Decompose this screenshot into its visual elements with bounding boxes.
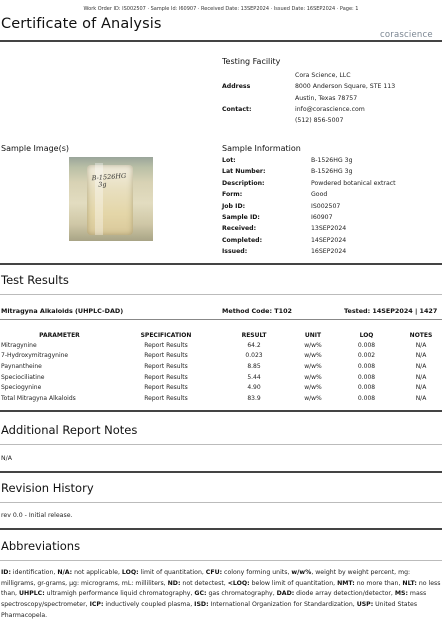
abbr-term: ISD — [194, 601, 207, 609]
address-line1: 8000 Anderson Square, STE 113 — [295, 83, 396, 90]
contact-phone: (512) 856-5007 — [295, 117, 344, 124]
info-value: 14SEP2024 — [311, 236, 347, 244]
method-code: Method Code: T102 — [222, 307, 292, 315]
info-label: Received: — [222, 225, 257, 233]
sample-information-list — [222, 157, 432, 260]
info-label: Sample ID: — [222, 213, 260, 221]
info-label: Description: — [222, 179, 265, 187]
test-results-heading: Test Results — [1, 273, 69, 287]
abbr-term: DAD — [276, 590, 292, 598]
abbr-definition: identification, — [10, 569, 58, 576]
info-row — [222, 157, 432, 168]
info-label: Lat Number: — [222, 168, 266, 176]
divider — [0, 40, 442, 42]
info-row — [222, 191, 432, 202]
abbr-term: UHPLC — [19, 590, 43, 598]
divider — [0, 528, 442, 530]
notes-cell: N/A — [415, 352, 427, 360]
abbr-definition: International Organization for Standardization, — [208, 601, 357, 609]
table-row — [1, 351, 441, 362]
divider — [0, 294, 442, 295]
divider — [0, 263, 442, 265]
divider — [0, 560, 442, 561]
abbr-term: w/w% — [291, 569, 312, 576]
document-meta-line: Work Order ID: IS002507 · Sample Id: I60907 · Received Date: 13SEP2024 · Issued Date: 16SEP2024 · Page: 1 — [83, 6, 359, 12]
abbr-term: NMT — [337, 579, 353, 587]
parameter-cell: Speciociliatine — [1, 373, 45, 381]
revision-history-heading: Revision History — [1, 481, 94, 495]
abbr-definition: ultramigh performance liquid chromatography, — [44, 590, 195, 598]
abbr-definition: mass spectroscopy/spectrometer, — [1, 590, 427, 609]
page-title: Certificate of Analysis — [1, 16, 162, 32]
abbr-definition: inductively coupled plasma, — [103, 601, 195, 609]
abbr-definition: no more than, — [354, 579, 403, 587]
table-row — [1, 382, 441, 393]
abbr-term: <LOQ — [227, 579, 248, 587]
notes-cell: N/A — [415, 373, 427, 381]
specification-cell: Report Results — [144, 394, 188, 402]
jar-handwritten-label — [92, 173, 127, 189]
abbr-definition: United States Pharmacopela. — [1, 601, 418, 619]
sample-photo — [69, 157, 153, 241]
results-table — [1, 330, 441, 404]
column-header: UNIT — [304, 331, 322, 339]
sample-images-heading: Sample Image(s) — [1, 144, 70, 153]
column-header: PARAMETER — [39, 331, 80, 339]
divider — [0, 471, 442, 473]
notes-cell: N/A — [415, 384, 427, 392]
unit-cell: w/w% — [304, 394, 322, 402]
info-value: 13SEP2024 — [311, 225, 347, 233]
info-label: Job ID: — [222, 202, 246, 210]
abbr-definition: no less than, — [1, 579, 441, 598]
testing-facility-heading: Testing Facility — [222, 57, 281, 66]
table-row — [1, 361, 441, 372]
notes-cell: N/A — [415, 362, 427, 370]
specification-cell: Report Results — [144, 352, 188, 360]
abbr-term: N/A — [57, 569, 70, 576]
loq-cell: 0.008 — [357, 362, 376, 370]
info-row — [222, 225, 432, 236]
table-row — [1, 340, 441, 351]
loq-cell: 0.008 — [357, 394, 376, 402]
parameter-cell: Paynantheine — [1, 362, 42, 370]
info-row — [222, 168, 432, 179]
abbreviations-heading: Abbreviations — [1, 539, 81, 553]
contact-label: Contact: — [222, 106, 252, 113]
specification-cell: Report Results — [144, 362, 188, 370]
column-header: RESULT — [241, 331, 267, 339]
divider — [0, 444, 442, 445]
abbr-definition: not detectest, — [180, 579, 228, 587]
abbr-definition: limit of quantitation, — [138, 569, 206, 576]
abbr-definition: gas chromatography, — [206, 590, 277, 598]
assay-name: Mitragyna Alkaloids (UHPLC-DAD) — [1, 307, 124, 315]
abbr-definition: colony forming units, — [222, 569, 292, 576]
info-value: I60907 — [311, 213, 333, 221]
abbr-term: USP — [356, 601, 371, 609]
table-row — [1, 372, 441, 383]
info-value: B-1526HG 3g — [311, 168, 353, 176]
abbr-term: MS — [394, 590, 406, 598]
unit-cell: w/w% — [304, 384, 322, 392]
abbr-term: CFU — [205, 569, 220, 576]
specification-cell: Report Results — [144, 384, 188, 392]
result-cell: 5.44 — [247, 373, 261, 381]
result-cell: 83.9 — [247, 394, 261, 402]
parameter-cell: 7-Hydroxymitragynine — [1, 352, 69, 360]
result-cell: 64.2 — [247, 341, 261, 349]
info-value: Good — [311, 191, 328, 199]
abbr-definition: below limit of quantitation, — [249, 579, 338, 587]
loq-cell: 0.008 — [357, 384, 376, 392]
unit-cell: w/w% — [304, 373, 322, 381]
notes-cell: N/A — [415, 394, 427, 402]
abbr-term: NLT — [402, 579, 415, 587]
table-header-row — [1, 330, 441, 340]
tested-date: Tested: 14SEP2024 | 1427 — [344, 307, 438, 315]
sample-information-heading: Sample Information — [222, 144, 301, 153]
unit-cell: w/w% — [304, 352, 322, 360]
abbr-term: ID — [1, 569, 9, 576]
info-row — [222, 248, 432, 259]
abbr-definition: not applicable, — [72, 569, 122, 576]
divider — [0, 319, 442, 320]
abbr-term: GC — [194, 590, 205, 598]
loq-cell: 0.008 — [357, 341, 376, 349]
jar-label-line2: 3g — [97, 180, 107, 189]
abbreviations-paragraph: ID: identification, N/A: not applicable, LOQ: limit of quantitation, CFU: colony forming units, w/w%, weight by weight percent, mg: milligrams, gr-grams, μg: micrograms, mL: milliliters, ND: not detectest, <LOQ: below limit of quantitation, NMT: no more than, NLT: no less than, UHPLC: ultramigh performance liquid chromatography, GC: gas chromatography, DAD: diode array detection/detector, MS: mass spectroscopy/spectrometer, ICP: inductively coupled plasma, ISD: International Organization for Standardization, USP: United States Pharmacopela. — [1, 569, 441, 619]
info-label: Completed: — [222, 236, 263, 244]
additional-notes-heading: Additional Report Notes — [1, 423, 138, 437]
column-header: LOQ — [359, 331, 374, 339]
column-header: SPECIFICATION — [140, 331, 192, 339]
unit-cell: w/w% — [304, 341, 322, 349]
parameter-cell: Speciogynine — [1, 384, 42, 392]
info-row — [222, 203, 432, 214]
address-line2: Austin, Texas 78757 — [295, 95, 358, 102]
info-label: Lot: — [222, 157, 236, 164]
facility-name: Cora Science, LLC — [295, 72, 351, 79]
parameter-cell: Mitragynine — [1, 341, 37, 349]
result-cell: 8.85 — [247, 362, 261, 370]
info-row — [222, 237, 432, 248]
result-cell: 0.023 — [245, 352, 263, 360]
unit-cell: w/w% — [304, 362, 322, 370]
result-cell: 4.90 — [247, 384, 261, 392]
jar-label-line1: B-1526HG — [91, 171, 127, 183]
specification-cell: Report Results — [144, 373, 188, 381]
info-row — [222, 180, 432, 191]
logo-text-left: cora — [380, 30, 400, 40]
abbr-term: ND — [167, 579, 178, 587]
address-label: Address — [222, 83, 251, 90]
logo-text-right: science — [399, 30, 433, 40]
info-row — [222, 214, 432, 225]
notes-cell: N/A — [415, 341, 427, 349]
specification-cell: Report Results — [144, 341, 188, 349]
info-label: Form: — [222, 191, 243, 199]
abbr-definition: , weight by weight percent, mg: milligrams, gr-grams, μg: micrograms, mL: milliliters, — [1, 569, 411, 587]
parameter-cell: Total Mitragyna Alkaloids — [1, 394, 76, 402]
info-value: Powdered botanical extract — [311, 179, 396, 187]
abbr-definition: diode array detection/detector, — [294, 590, 395, 598]
abbr-term: LOQ — [121, 569, 137, 576]
divider — [0, 502, 442, 503]
cora-science-logo — [380, 22, 440, 40]
loq-cell: 0.002 — [357, 352, 376, 360]
column-header: NOTES — [409, 331, 433, 339]
table-row — [1, 393, 441, 404]
divider — [0, 410, 442, 412]
info-label: Issued: — [222, 248, 248, 256]
loq-cell: 0.008 — [357, 373, 376, 381]
contact-email: info@corascience.com — [295, 106, 365, 113]
additional-notes-text: N/A — [1, 455, 12, 462]
info-value: IS002507 — [311, 202, 341, 210]
abbr-term: ICP — [89, 601, 101, 609]
info-value: 16SEP2024 — [311, 248, 347, 256]
revision-history-text: rev 0.0 - Initial release. — [1, 512, 73, 519]
info-value: B-1526HG 3g — [311, 157, 353, 164]
